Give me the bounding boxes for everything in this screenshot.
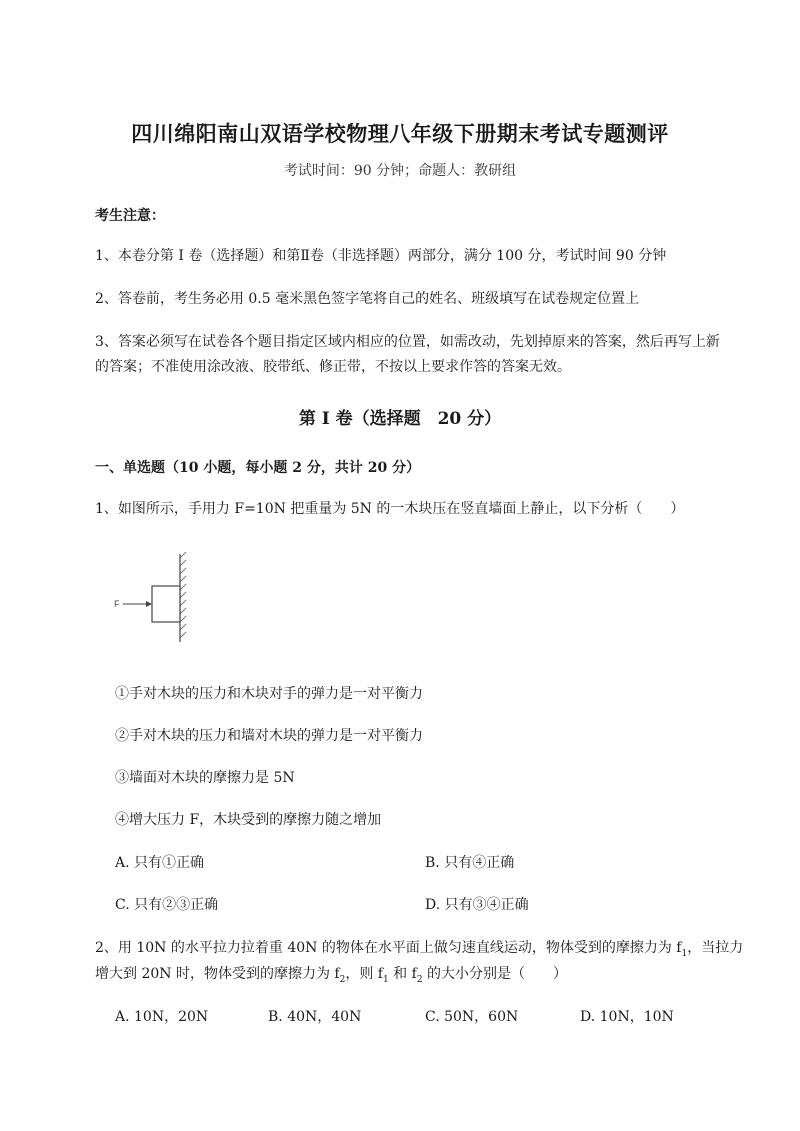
q2-text: ，则 f [345, 966, 383, 982]
statement-2: ②手对木块的压力和墙对木块的弹力是一对平衡力 [115, 728, 423, 744]
statement-4: ④增大压力 F，木块受到的摩擦力随之增加 [115, 812, 382, 828]
question-2-line-1 [95, 937, 743, 959]
q2-option-c: C. 50N，60N [425, 1009, 519, 1025]
option-b: B. 只有④正确 [425, 855, 515, 871]
q2-text: 2、用 10N 的水平拉力拉着重 40N 的物体在水平面上做匀速直线运动，物体受到的摩擦力为 f [95, 940, 682, 956]
notes-heading: 考生注意： [95, 208, 165, 224]
q2-option-a: A. 10N，20N [115, 1009, 209, 1025]
option-c: C. 只有②③正确 [115, 897, 219, 913]
question-1-stem: 1、如图所示，手用力 F=10N 把重量为 5N 的一木块压在竖直墙面上静止，以下分析（ ） [95, 501, 685, 517]
q2-text: 和 f [388, 966, 417, 982]
section-title: 第 I 卷（选择题 20 分） [298, 409, 502, 429]
note-item: 2、答卷前，考生务必用 0.5 毫米黑色签字笔将自己的姓名、班级填写在试卷规定位置上 [95, 291, 640, 307]
note-item: 的答案；不准使用涂改液、胶带纸、修正带，不按以上要求作答的答案无效。 [95, 359, 571, 375]
q2-text: 的大小分别是（ ） [422, 966, 567, 982]
subscript: 2 [416, 974, 423, 985]
note-item: 1、本卷分第 I 卷（选择题）和第Ⅱ卷（非选择题）两部分，满分 100 分，考试时间 90 分钟 [95, 248, 667, 264]
force-diagram [112, 552, 202, 644]
q2-text: 增大到 20N 时，物体受到的摩擦力为 f [95, 966, 340, 982]
force-diagram-svg [112, 552, 202, 644]
exam-info: 考试时间：90 分钟；命题人：教研组 [283, 163, 517, 179]
part-heading: 一、单选题（10 小题，每小题 2 分，共计 20 分） [95, 460, 421, 476]
option-a: A. 只有①正确 [115, 855, 205, 871]
q2-option-d: D. 10N，10N [580, 1009, 674, 1025]
q2-text: ，当拉力 [687, 940, 744, 956]
subscript: 1 [681, 948, 688, 959]
statement-1: ①手对木块的压力和木块对手的弹力是一对平衡力 [115, 686, 423, 702]
force-label: F [114, 599, 120, 609]
question-2-line-2 [95, 963, 567, 985]
option-d: D. 只有③④正确 [425, 897, 529, 913]
subscript: 2 [339, 974, 346, 985]
page-title: 四川绵阳南山双语学校物理八年级下册期末考试专题测评 [131, 121, 669, 146]
note-item: 3、答案必须写在试卷各个题目指定区域内相应的位置，如需改动，先划掉原来的答案，然后再写上新 [95, 334, 720, 350]
subscript: 1 [382, 974, 389, 985]
q2-option-b: B. 40N，40N [268, 1009, 362, 1025]
statement-3: ③墙面对木块的摩擦力是 5N [115, 770, 295, 786]
